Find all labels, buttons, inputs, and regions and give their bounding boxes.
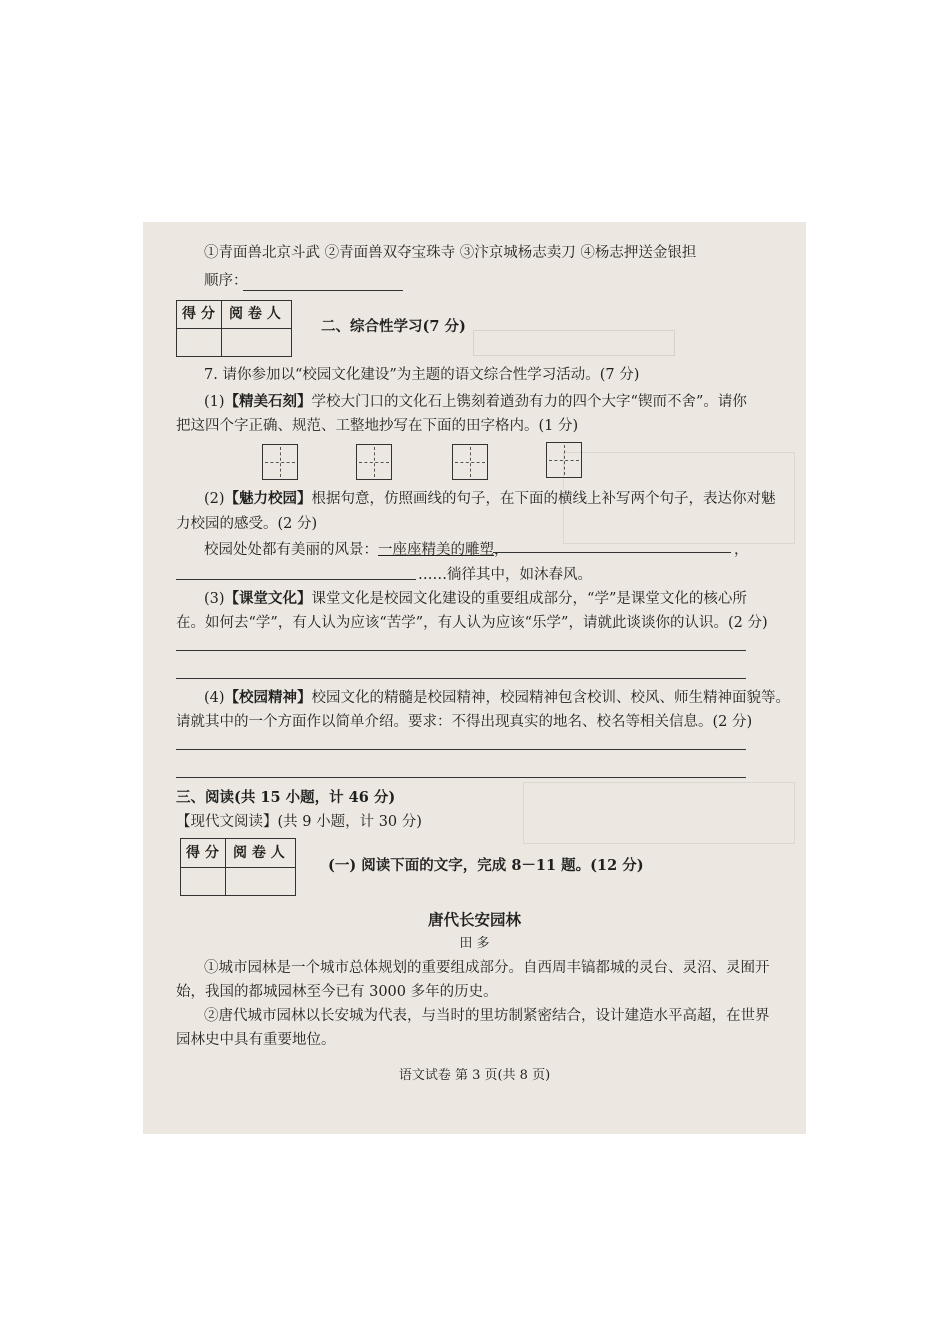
q7-2-line1: (2)【魅力校园】根据句意，仿照画线的句子，在下面的横线上补写两个句子，表达你对魅 [204, 490, 776, 507]
score-box [176, 300, 292, 357]
tianzige-box-4[interactable] [546, 442, 582, 478]
order-label: 顺序： [204, 273, 248, 289]
article-title: 唐代长安园林 [427, 910, 521, 929]
paragraph-2-line2: 园林史中具有重要地位。 [176, 1032, 336, 1048]
answer-line-q7-4-b[interactable] [176, 777, 746, 778]
section-3-title: 三、阅读(共 15 小题，计 46 分) [176, 789, 396, 806]
answer-line-q7-3-b[interactable] [176, 678, 746, 679]
bleed-through-mark [473, 330, 675, 356]
end-comma: ， [734, 542, 749, 558]
answer-line-q7-2-b[interactable] [176, 579, 416, 580]
order-answer-line[interactable] [243, 290, 403, 291]
q7-2-line2: 力校园的感受。(2 分) [176, 516, 318, 532]
bleed-through-mark [523, 782, 795, 844]
reviewer-label: 阅 卷 人 [229, 306, 281, 322]
tag-xiaoyuan-jingshen: 【校园精神】 [224, 689, 312, 706]
q7-4-line1: (4)【校园精神】校园文化的精髓是校园精神，校园精神包含校训、校风、师生精神面貌等。 [204, 689, 791, 706]
q7-2-sentence: 校园处处都有美丽的风景：一座座精美的雕塑， [204, 542, 509, 558]
q7-2-sentence-end: ……徜徉其中，如沐春风。 [418, 567, 592, 583]
tag-meili-xiaoyuan: 【魅力校园】 [224, 490, 312, 507]
q7-1-line1: (1)【精美石刻】学校大门口的文化石上镌刻着遒劲有力的四个大字“锲而不舍”。请你 [204, 393, 747, 410]
paragraph-2-line1: ②唐代城市园林以长安城为代表，与当时的里坊制紧密结合，设计建造水平高超，在世界 [204, 1008, 770, 1024]
tag-ketang-wenhua: 【课堂文化】 [224, 590, 312, 607]
tianzige-box-1[interactable] [262, 444, 298, 480]
answer-line-q7-2-a[interactable] [493, 552, 731, 553]
answer-line-q7-4-a[interactable] [176, 749, 746, 750]
q7-3-line1: (3)【课堂文化】课堂文化是校园文化建设的重要组成部分，“学”是课堂文化的核心所 [204, 590, 747, 607]
paragraph-1-line2: 始，我国的都城园林至今已有 3000 多年的历史。 [176, 984, 498, 1000]
exam-page [143, 222, 806, 1134]
q7-3-line2: 在。如何去“学”，有人认为应该“苦学”，有人认为应该“乐学”，请就此谈谈你的认识。(2 分) [176, 615, 768, 631]
question-7: 7. 请你参加以“校园文化建设”为主题的语文综合性学习活动。(7 分) [204, 367, 640, 383]
section-2-title: 二、综合性学习(7 分) [321, 318, 466, 335]
score-label: 得 分 [186, 845, 219, 861]
part-1-title: (一) 阅读下面的文字，完成 8－11 题。(12 分) [328, 857, 644, 874]
score-label: 得 分 [182, 306, 215, 322]
tag-jingmei-shike: 【精美石刻】 [224, 393, 312, 410]
paragraph-1-line1: ①城市园林是一个城市总体规划的重要组成部分。自西周丰镐都城的灵台、灵沼、灵囿开 [204, 960, 770, 976]
tianzige-box-2[interactable] [356, 444, 392, 480]
score-box [180, 838, 296, 896]
options-line: ①青面兽北京斗武 ②青面兽双夺宝珠寺 ③汴京城杨志卖刀 ④杨志押送金银担 [204, 245, 697, 261]
page-footer: 语文试卷 第 3 页(共 8 页) [398, 1068, 551, 1083]
answer-line-q7-3-a[interactable] [176, 650, 746, 651]
underlined-example: 一座座精美的雕塑 [378, 542, 494, 558]
q7-1-line2: 把这四个字正确、规范、工整地抄写在下面的田字格内。(1 分) [176, 418, 579, 434]
article-author: 田 多 [459, 936, 490, 951]
tianzige-box-3[interactable] [452, 444, 488, 480]
reviewer-label: 阅 卷 人 [233, 845, 285, 861]
q7-4-line2: 请就其中的一个方面作以简单介绍。要求：不得出现真实的地名、校名等相关信息。(2 分) [176, 714, 753, 730]
modern-reading-title: 【现代文阅读】(共 9 小题，计 30 分) [176, 814, 422, 830]
